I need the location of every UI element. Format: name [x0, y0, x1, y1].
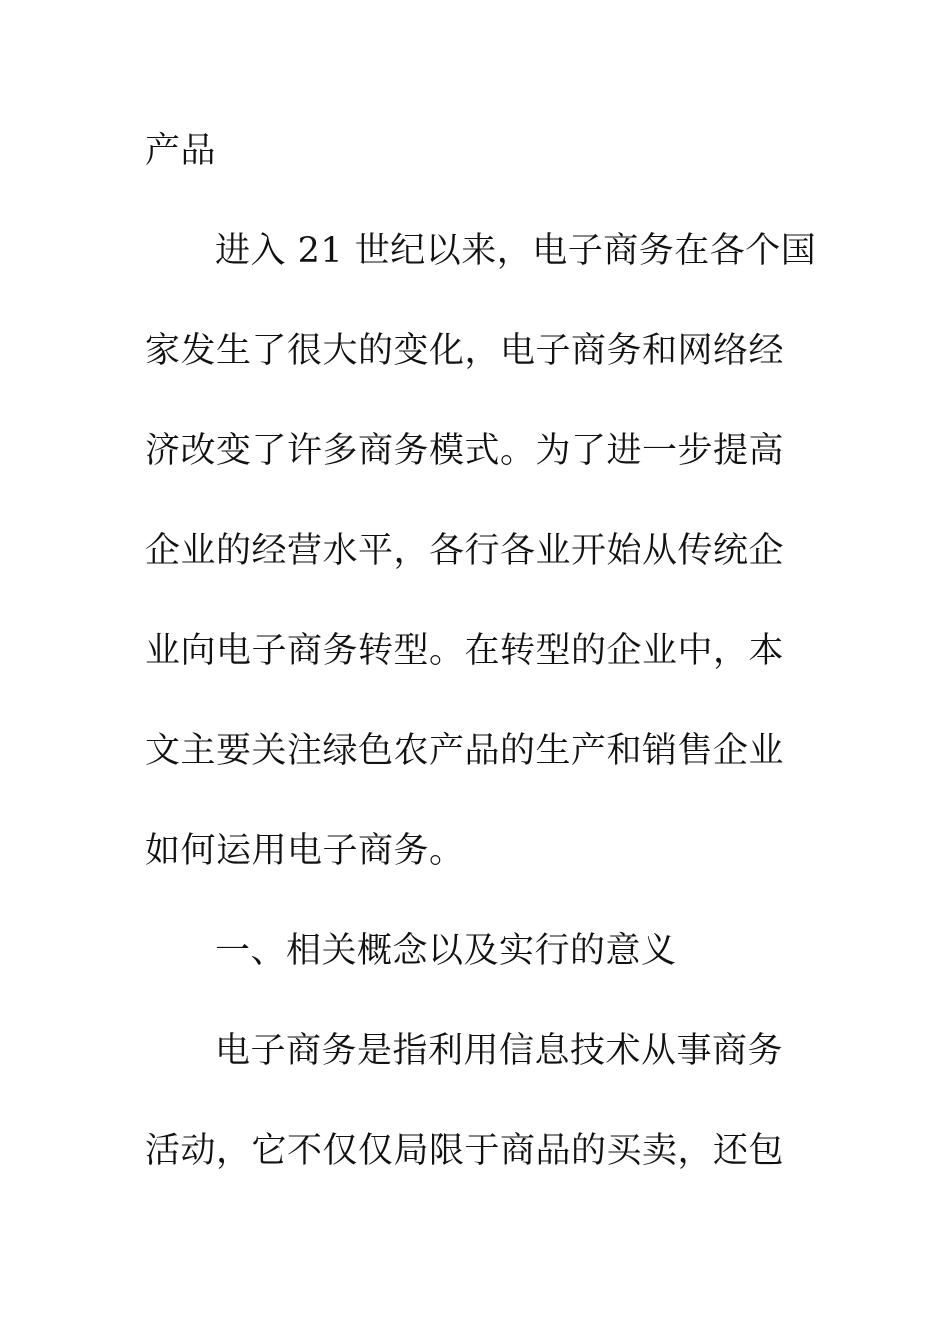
- text-line: 文主要关注绿色农产品的生产和销售企业: [145, 731, 785, 771]
- paragraph-first-line: 进入 21 世纪以来，电子商务在各个国: [215, 231, 817, 271]
- text-line: 家发生了很大的变化，电子商务和网络经: [145, 331, 785, 371]
- text-line: 如何运用电子商务。: [145, 831, 465, 871]
- text-line: 产品: [145, 131, 217, 171]
- text-line: 企业的经营水平，各行各业开始从传统企: [145, 531, 785, 571]
- text-line: 济改变了许多商务模式。为了进一步提高: [145, 431, 785, 471]
- section-heading: 一、相关概念以及实行的意义: [215, 931, 677, 971]
- paragraph-first-line: 电子商务是指利用信息技术从事商务: [215, 1031, 784, 1071]
- text-line: 业向电子商务转型。在转型的企业中，本: [145, 631, 785, 671]
- text-line: 活动，它不仅仅局限于商品的买卖，还包: [145, 1131, 785, 1171]
